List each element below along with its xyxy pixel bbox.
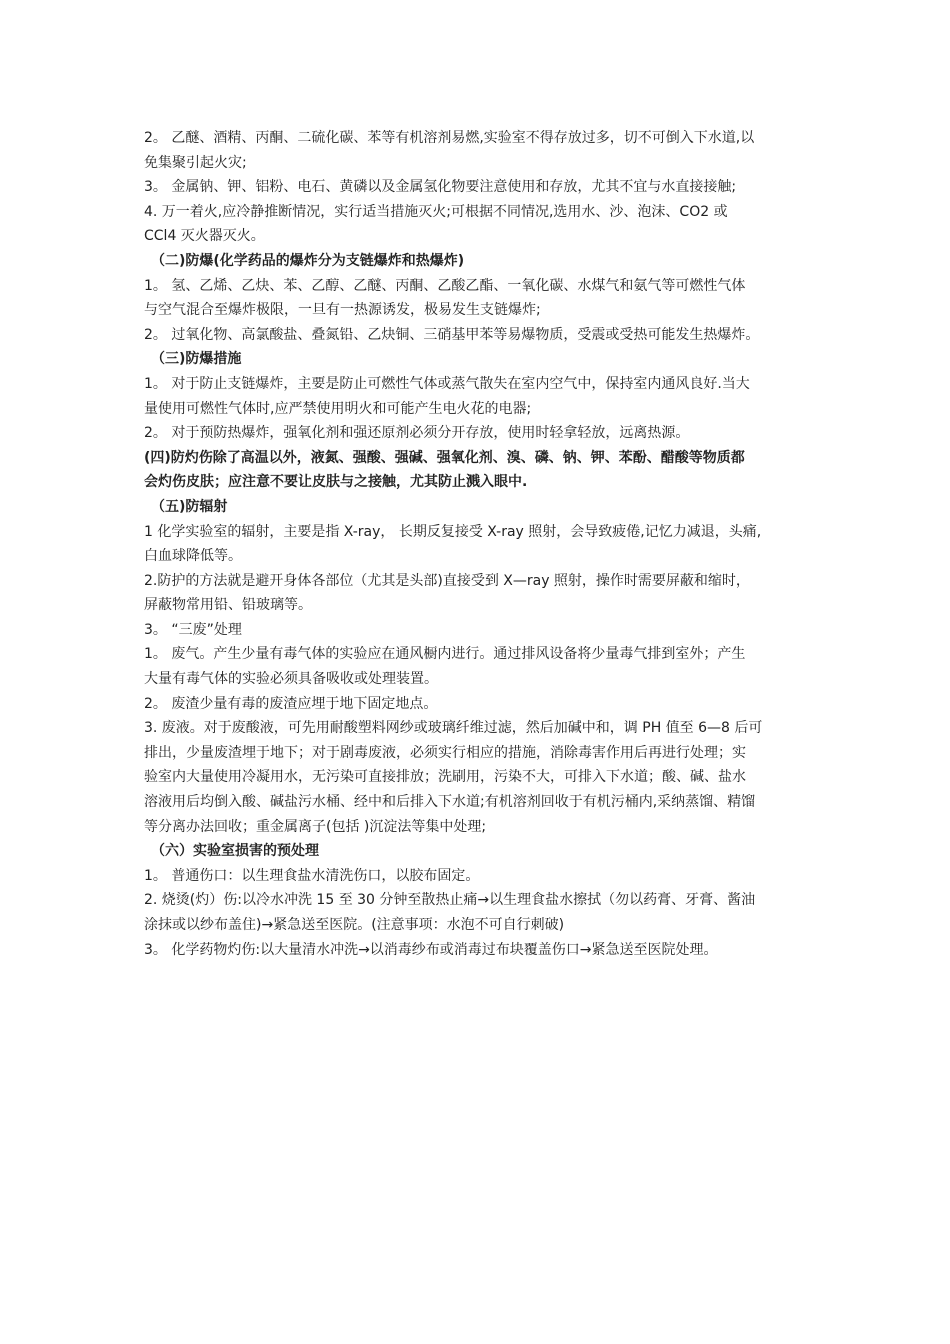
text-line: 2。 废渣少量有毒的废渣应埋于地下固定地点。 bbox=[144, 695, 438, 712]
text-line: 3。 化学药物灼伤:以大量清水冲洗→以消毒纱布或消毒过布块覆盖伤口→紧急送至医院处理。 bbox=[144, 941, 718, 958]
text-line: 与空气混合至爆炸极限，一旦有一热源诱发，极易发生支链爆炸; bbox=[144, 302, 541, 319]
text-line: 3。 金属钠、钾、铝粉、电石、黄磷以及金属氢化物要注意使用和存放，尤其不宜与水直接接触; bbox=[144, 179, 737, 196]
text-line: 3. 废液。对于废酸液，可先用耐酸塑料网纱或玻璃纤维过滤，然后加碱中和，调 PH 值至 6—8 后可 bbox=[144, 720, 763, 737]
text-line: 1 化学实验室的辐射，主要是指 X-ray， 长期反复接受 X-ray 照射，会导致疲倦,记忆力减退，头痛, bbox=[144, 523, 762, 540]
text-line: 2。 对于预防热爆炸，强氧化剂和强还原剂必须分开存放，使用时轻拿轻放，远离热源。 bbox=[144, 425, 690, 442]
text-line: 屏蔽物常用铅、铅玻璃等。 bbox=[144, 597, 312, 614]
section-heading-line: （五)防辐射 bbox=[151, 498, 228, 515]
text-line: 1。 普通伤口：以生理食盐水清洗伤口，以胶布固定。 bbox=[144, 867, 480, 884]
text-line: 免集聚引起火灾; bbox=[144, 154, 247, 171]
text-line: 量使用可燃性气体时,应严禁使用明火和可能产生电火花的电器; bbox=[144, 400, 532, 417]
section-heading-line: 会灼伤皮肤；应注意不要让皮肤与之接触，尤其防止溅入眼中. bbox=[144, 474, 528, 491]
text-line: 2。 过氧化物、高氯酸盐、叠氮铅、乙炔铜、三硝基甲苯等易爆物质，受震或受热可能发生热爆炸。 bbox=[144, 326, 760, 343]
section-heading-line: （二)防爆(化学药品的爆炸分为支链爆炸和热爆炸) bbox=[151, 252, 465, 269]
section-heading-line: （六）实验室损害的预处理 bbox=[151, 843, 319, 860]
text-line: 4. 万一着火,应冷静推断情况，实行适当措施灭火;可根据不同情况,选用水、沙、泡沫、CO2 或 bbox=[144, 203, 728, 220]
text-line: 2。 乙醚、酒精、丙酮、二硫化碳、苯等有机溶剂易燃,实验室不得存放过多，切不可倒入下水道,以 bbox=[144, 130, 755, 146]
text-line: 溶液用后均倒入酸、碱盐污水桶、经中和后排入下水道;有机溶剂回收于有机污桶内,采纳蒸馏、精馏 bbox=[144, 794, 756, 811]
text-line: 大量有毒气体的实验必须具备吸收或处理装置。 bbox=[144, 671, 438, 688]
text-line: CCl4 灭火器灭火。 bbox=[144, 228, 265, 245]
text-line: 白血球降低等。 bbox=[144, 548, 242, 565]
section-heading-line: (四)防灼伤除了高温以外，液氮、强酸、强碱、强氧化剂、溴、磷、钠、钾、苯酚、醋酸等物质都 bbox=[144, 449, 745, 466]
text-line: 涂抹或以纱布盖住)→紧急送至医院。(注意事项：水泡不可自行刺破) bbox=[144, 917, 565, 933]
text-line: 2. 烧烫(灼）伤:以冷水冲洗 15 至 30 分钟至散热止痛→以生理食盐水擦拭（勿以药膏、牙膏、酱油 bbox=[144, 892, 756, 909]
text-line: 3。 “三废”处理 bbox=[144, 621, 242, 638]
text-line: 2.防护的方法就是避开身体各部位（尤其是头部)直接受到 X—ray 照射，操作时需要屏蔽和缩时， bbox=[144, 572, 750, 589]
text-line: 验室内大量使用冷凝用水，无污染可直接排放；洗刷用，污染不大，可排入下水道；酸、碱、盐水 bbox=[144, 769, 746, 786]
text-line: 等分离办法回收；重金属离子(包括 )沉淀法等集中处理; bbox=[144, 818, 487, 835]
document-body bbox=[144, 126, 816, 962]
text-line: 1。 废气。产生少量有毒气体的实验应在通风橱内进行。通过排风设备将少量毒气排到室外；产生 bbox=[144, 646, 746, 663]
text-line: 排出，少量废渣埋于地下；对于剧毒废液，必须实行相应的措施，消除毒害作用后再进行处理；实 bbox=[144, 744, 746, 761]
section-heading-line: （三)防爆措施 bbox=[151, 351, 242, 368]
text-line: 1。 氢、乙烯、乙炔、苯、乙醇、乙醚、丙酮、乙酸乙酯、一氧化碳、水煤气和氨气等可燃性气体 bbox=[144, 277, 746, 294]
text-line: 1。 对于防止支链爆炸，主要是防止可燃性气体或蒸气散失在室内空气中，保持室内通风良好.当大 bbox=[144, 375, 750, 392]
